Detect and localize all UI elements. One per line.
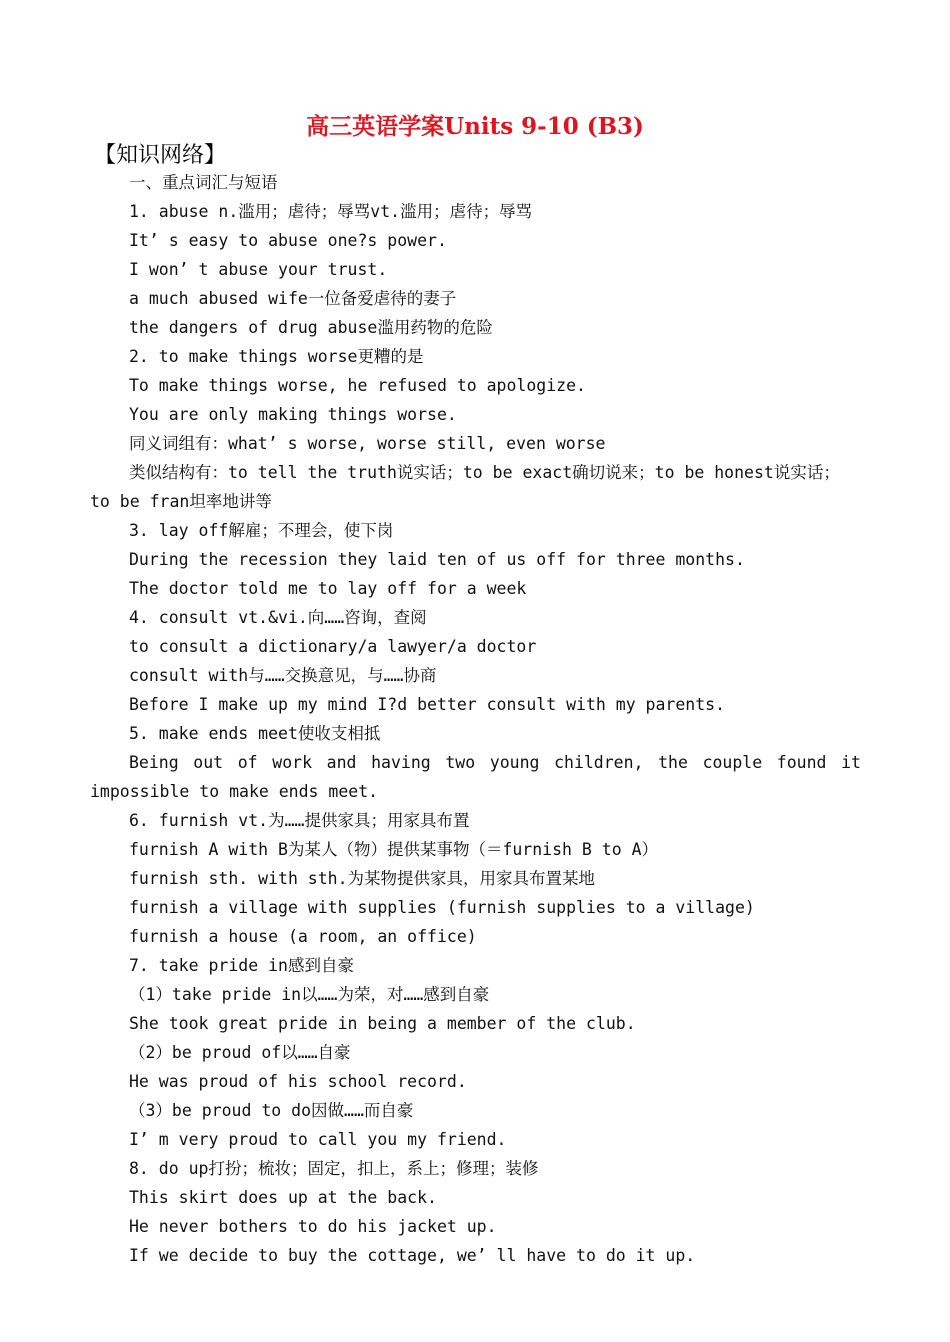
body-line: 类似结构有：to tell the truth说实话；to be exact确切说来；to be honest说实话；: [129, 463, 840, 482]
body-line: 同义词组有：what’ s worse, worse still, even worse: [129, 434, 606, 453]
body-line: The doctor told me to lay off for a week: [129, 579, 527, 598]
body-line: 6. furnish vt.为……提供家具；用家具布置: [129, 811, 470, 830]
body-line: During the recession they laid ten of us off for three months.: [129, 550, 745, 569]
body-line: furnish a village with supplies (furnish supplies to a village): [129, 898, 755, 917]
body-line: 1. abuse n.滥用；虐待；辱骂vt.滥用；虐待；辱骂: [129, 202, 533, 221]
body-line: consult with与……交换意见，与……协商: [129, 666, 437, 685]
body-line: furnish a house (a room, an office): [129, 927, 477, 946]
document-title: 高三英语学案Units 9-10 (B3): [306, 113, 644, 140]
body-line: 4. consult vt.&vi.向……咨询，查阅: [129, 608, 427, 627]
body-line: 一、重点词汇与短语: [129, 173, 278, 192]
body-line: （1）take pride in以……为荣，对……感到自豪: [129, 985, 490, 1004]
body-line: He never bothers to do his jacket up.: [129, 1217, 497, 1236]
body-line: （3）be proud to do因做……而自豪: [129, 1101, 414, 1120]
body-line: She took great pride in being a member of the club.: [129, 1014, 636, 1033]
body-line: I’ m very proud to call you my friend.: [129, 1130, 507, 1149]
body-line: 7. take pride in感到自豪: [129, 956, 354, 975]
body-line: If we decide to buy the cottage, we’ ll have to do it up.: [129, 1246, 696, 1265]
body-line: 8. do up打扮；梳妆；固定，扣上，系上；修理；装修: [129, 1159, 539, 1178]
body-line: To make things worse, he refused to apologize.: [129, 376, 586, 395]
body-line: to consult a dictionary/a lawyer/a doctor: [129, 637, 537, 656]
body-line: Being out of work and having two young children, the couple found it: [129, 753, 861, 772]
body-line: He was proud of his school record.: [129, 1072, 467, 1091]
body-line: furnish A with B为某人（物）提供某事物（＝furnish B to A）: [129, 840, 659, 859]
body-line: （2）be proud of以……自豪: [129, 1043, 351, 1062]
body-line: 3. lay off解雇；不理会，使下岗: [129, 521, 394, 540]
body-line: Before I make up my mind I?d better consult with my parents.: [129, 695, 726, 714]
body-line: You are only making things worse.: [129, 405, 457, 424]
body-line: 5. make ends meet使收支相抵: [129, 724, 381, 743]
body-line: a much abused wife一位备爱虐待的妻子: [129, 289, 457, 308]
body-line: the dangers of drug abuse滥用药物的危险: [129, 318, 493, 337]
body-line: I won’ t abuse your trust.: [129, 260, 388, 279]
body-line: furnish sth. with sth.为某物提供家具，用家具布置某地: [129, 869, 596, 888]
section-heading: 【知识网络】: [94, 143, 227, 168]
body-line: to be fran坦率地讲等: [90, 492, 272, 511]
body-line: 2. to make things worse更糟的是: [129, 347, 424, 366]
body-line: This skirt does up at the back.: [129, 1188, 437, 1207]
body-line: impossible to make ends meet.: [90, 782, 379, 801]
body-line: It’ s easy to abuse one?s power.: [129, 231, 447, 250]
